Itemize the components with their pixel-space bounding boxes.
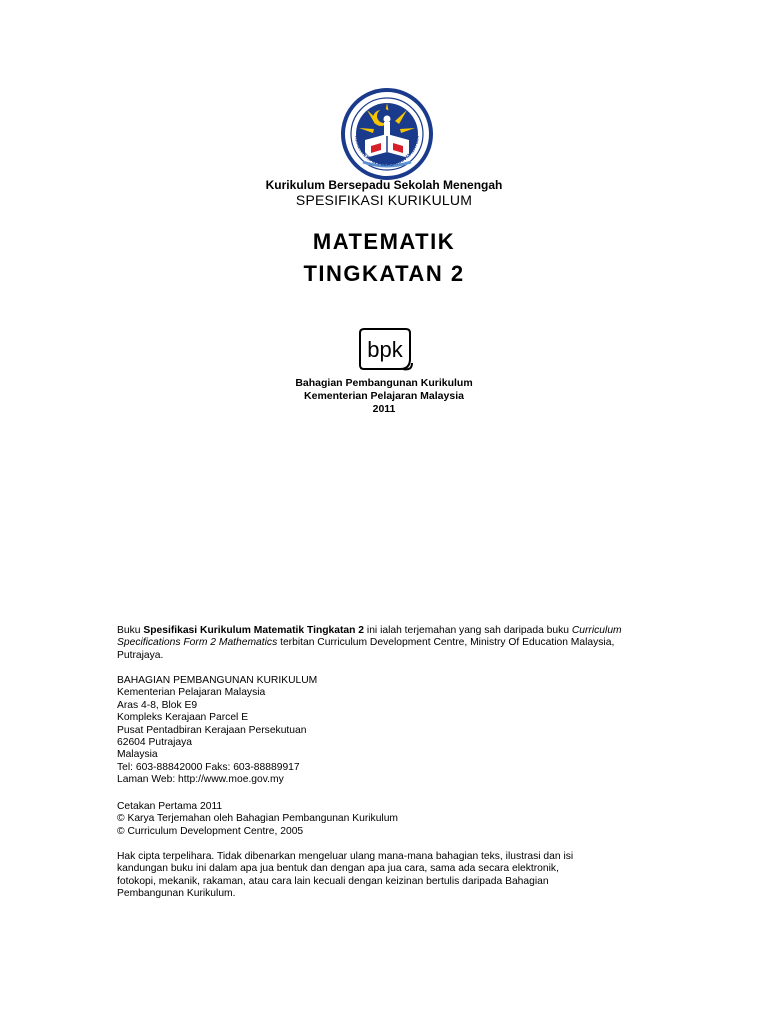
intro-source-title-part1: Curriculum bbox=[571, 625, 622, 636]
copyright-line: fotokopi, mekanik, rakaman, atau cara lain kecuali dengan keizinan bertulis daripada Bahagian bbox=[117, 875, 549, 887]
address-block bbox=[117, 675, 657, 787]
copyright-line: Hak cipta terpelihara. Tidak dibenarkan mengeluar ulang mana-mana bahagian teks, ilustrasi dan isi bbox=[117, 851, 574, 862]
bpk-logo bbox=[356, 325, 414, 373]
original-copyright: © Curriculum Development Centre, 2005 bbox=[117, 825, 304, 837]
intro-book-title: Spesifikasi Kurikulum Matematik Tingkatan 2 bbox=[143, 625, 365, 636]
publisher-ministry: Kementerian Pelajaran Malaysia bbox=[304, 390, 464, 402]
address-line: Kementerian Pelajaran Malaysia bbox=[117, 687, 266, 699]
specification-label: SPESIFIKASI KURIKULUM bbox=[295, 192, 473, 208]
intro-line-3: Putrajaya. bbox=[117, 649, 164, 661]
intro-paragraph bbox=[117, 625, 657, 662]
publisher-division: Bahagian Pembangunan Kurikulum bbox=[295, 377, 473, 389]
first-printing: Cetakan Pertama 2011 bbox=[117, 801, 223, 812]
bpk-logo-text: bpk bbox=[367, 337, 403, 362]
printing-info bbox=[117, 801, 657, 838]
publication-year: 2011 bbox=[372, 403, 396, 415]
contact-phone-fax: Tel: 603-88842000 Faks: 603-88889917 bbox=[117, 761, 300, 773]
address-line: 62604 Putrajaya bbox=[117, 737, 192, 749]
ministry-logo-text: KEMENTERIAN PELAJARAN MALAYSIA bbox=[353, 135, 421, 169]
document-title-subject: MATEMATIK bbox=[312, 229, 456, 254]
address-line: Aras 4-8, Blok E9 bbox=[117, 699, 198, 711]
website-line: Laman Web: http://www.moe.gov.my bbox=[117, 774, 284, 786]
intro-line-1 bbox=[117, 625, 657, 637]
address-line: Pusat Pentadbiran Kerajaan Persekutuan bbox=[117, 724, 307, 736]
document-title-form: TINGKATAN 2 bbox=[303, 261, 465, 286]
intro-source-title-part2: Specifications Form 2 Mathematics bbox=[117, 637, 278, 649]
copyright-line: kandungan buku ini dalam apa jua bentuk dan dengan apa jua cara, sama ada secara elektronik, bbox=[117, 863, 559, 875]
address-line: Malaysia bbox=[117, 749, 158, 761]
translation-credit: © Karya Terjemahan oleh Bahagian Pembangunan Kurikulum bbox=[117, 813, 399, 825]
copyright-line: Pembangunan Kurikulum. bbox=[117, 888, 236, 900]
intro-middle: ini ialah terjemahan yang sah daripada buku bbox=[364, 625, 572, 636]
copyright-notice bbox=[117, 851, 657, 901]
intro-prefix: Buku bbox=[117, 625, 144, 636]
intro-suffix: terbitan Curriculum Development Centre, Ministry Of Education Malaysia, bbox=[277, 637, 615, 649]
intro-line-2 bbox=[117, 637, 657, 649]
ministry-crest-logo bbox=[341, 88, 433, 180]
curriculum-name: Kurikulum Bersepadu Sekolah Menengah bbox=[265, 178, 503, 192]
address-line: BAHAGIAN PEMBANGUNAN KURIKULUM bbox=[117, 675, 318, 686]
address-line: Kompleks Kerajaan Parcel E bbox=[117, 712, 249, 724]
